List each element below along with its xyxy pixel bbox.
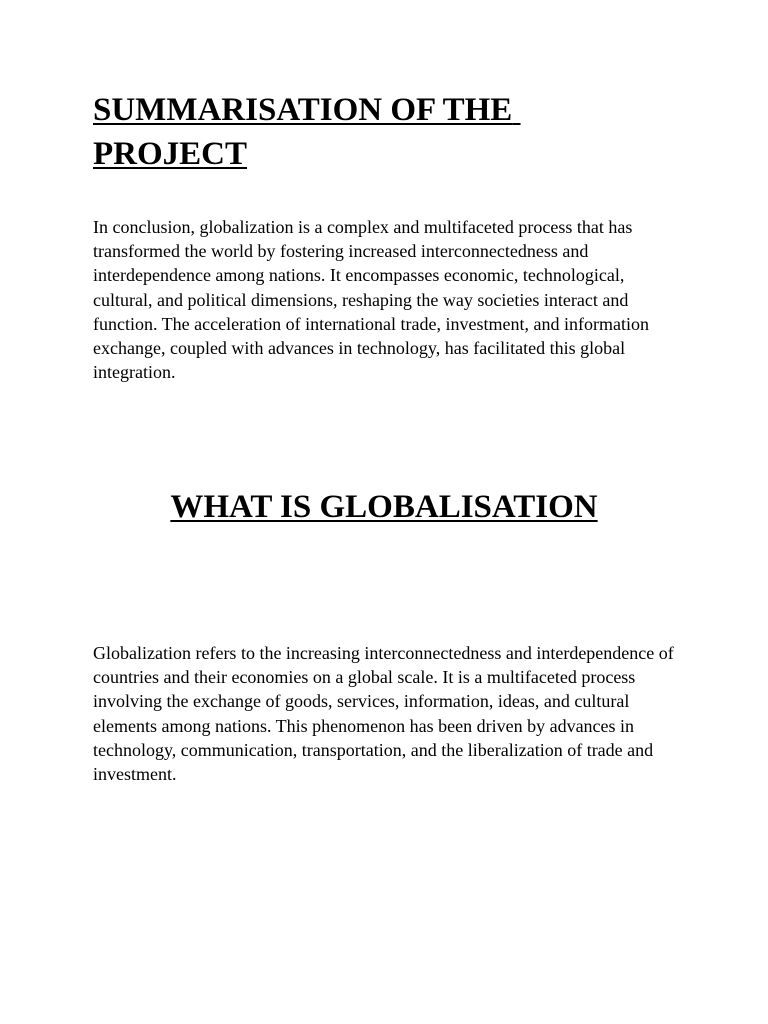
section-paragraph-what-is-globalisation: Globalization refers to the increasing interconnectedness and interdependence of countries and their economies on a global scale. It is a multifaceted process involving the exchange of goods, services, information, ideas, and cultural elements among nations. This phenomenon has been driven by advances in technology, communication, transportation, and the liberalization of trade and investment. <box>93 643 674 785</box>
section-heading-what-is-globalisation: WHAT IS GLOBALISATION <box>170 489 598 525</box>
section-paragraph-summarisation: In conclusion, globalization is a complex and multifaceted process that has transformed the world by fostering increased interconnectedness and interdependence among nations. It encompasses economic, technological, cultural, and political dimensions, reshaping the way societies interact and function. The acceleration of international trade, investment, and information exchange, coupled with advances in technology, has facilitated this global integration. <box>93 217 649 383</box>
section-heading-summarisation: SUMMARISATION OF THE PROJECT <box>93 92 521 172</box>
